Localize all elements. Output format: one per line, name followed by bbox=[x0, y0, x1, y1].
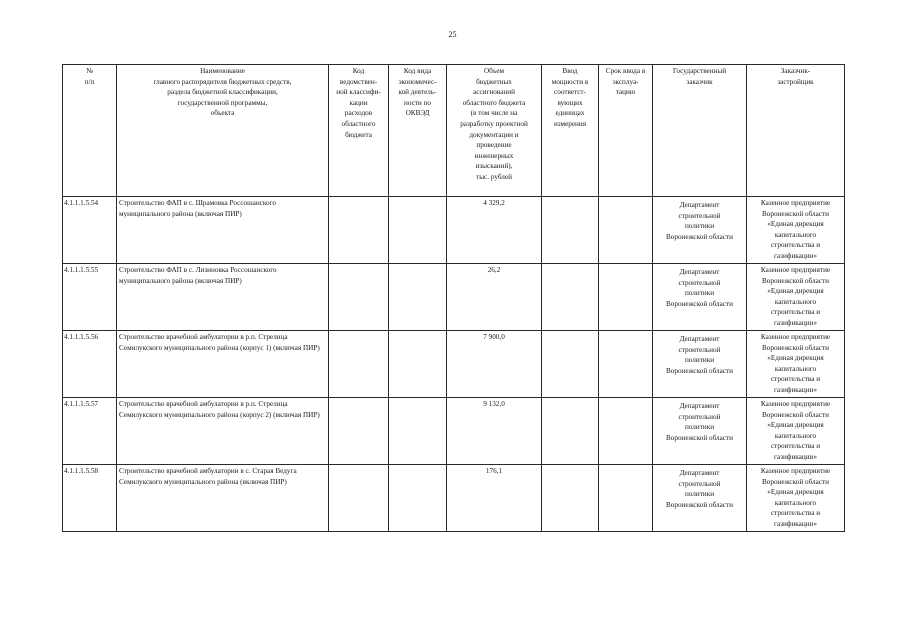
state-customer: Департамент строительной политики Воронежской области bbox=[653, 331, 747, 398]
capacity bbox=[542, 331, 599, 398]
state-customer: Департамент строительной политики Воронежской области bbox=[653, 264, 747, 331]
commission-term bbox=[599, 465, 653, 532]
customer-developer: Казенное предприятие Воронежской области «Единая дирекция капитального строительства и газификации» bbox=[747, 264, 845, 331]
table-row bbox=[63, 398, 845, 465]
row-number: 4.1.1.1.5.58 bbox=[63, 465, 117, 532]
row-number: 4.1.1.1.5.56 bbox=[63, 331, 117, 398]
department-code bbox=[329, 331, 389, 398]
table-row bbox=[63, 331, 845, 398]
customer-developer: Казенное предприятие Воронежской области «Единая дирекция капитального строительства и газификации» bbox=[747, 465, 845, 532]
header-row-number: № п/п bbox=[63, 65, 117, 197]
budget-allocation-table bbox=[62, 64, 845, 532]
row-number: 4.1.1.1.5.57 bbox=[63, 398, 117, 465]
department-code bbox=[329, 264, 389, 331]
state-customer: Департамент строительной политики Воронежской области bbox=[653, 197, 747, 264]
table-header-row bbox=[63, 65, 845, 197]
okved-code bbox=[389, 398, 447, 465]
budget-volume: 26,2 bbox=[447, 264, 542, 331]
capacity bbox=[542, 264, 599, 331]
table-row bbox=[63, 465, 845, 532]
page-number: 25 bbox=[448, 30, 457, 39]
header-budget-volume: Объем бюджетных ассигнований областного бюджета (в том числе на разработку проектной документации и проведение инженерных изысканий), тыс. рублей bbox=[447, 65, 542, 197]
budget-volume: 176,1 bbox=[447, 465, 542, 532]
object-name: Строительство врачебной амбулатории в с. Старая Ведуга Семилукского муниципального района (включая ПИР) bbox=[117, 465, 329, 532]
department-code bbox=[329, 465, 389, 532]
department-code bbox=[329, 197, 389, 264]
customer-developer: Казенное предприятие Воронежской области «Единая дирекция капитального строительства и газификации» bbox=[747, 331, 845, 398]
header-okved-code: Код вида экономичес- кой деятель- ности по ОКВЭД bbox=[389, 65, 447, 197]
table-row bbox=[63, 197, 845, 264]
row-number: 4.1.1.1.5.54 bbox=[63, 197, 117, 264]
row-number: 4.1.1.1.5.55 bbox=[63, 264, 117, 331]
object-name: Строительство ФАП в с. Шрамовка Россошанского муниципального района (включая ПИР) bbox=[117, 197, 329, 264]
budget-volume: 7 900,0 bbox=[447, 331, 542, 398]
commission-term bbox=[599, 398, 653, 465]
header-commission-term: Срок ввода в эксплуа- тацию bbox=[599, 65, 653, 197]
commission-term bbox=[599, 264, 653, 331]
table-row bbox=[63, 264, 845, 331]
customer-developer: Казенное предприятие Воронежской области «Единая дирекция капитального строительства и газификации» bbox=[747, 197, 845, 264]
state-customer: Департамент строительной политики Воронежской области bbox=[653, 398, 747, 465]
okved-code bbox=[389, 465, 447, 532]
budget-volume: 4 329,2 bbox=[447, 197, 542, 264]
okved-code bbox=[389, 331, 447, 398]
header-state-customer: Государственный заказчик bbox=[653, 65, 747, 197]
commission-term bbox=[599, 197, 653, 264]
department-code bbox=[329, 398, 389, 465]
capacity bbox=[542, 197, 599, 264]
object-name: Строительство врачебной амбулатории в р.п. Стрелица Семилукского муниципального района (корпус 1) (включая ПИР) bbox=[117, 331, 329, 398]
header-department-code: Код ведомствен- ной классифи- кации расходов областного бюджета bbox=[329, 65, 389, 197]
object-name: Строительство ФАП в с. Лизиновка Россошанского муниципального района (включая ПИР) bbox=[117, 264, 329, 331]
header-capacity: Ввод мощности в соответст- вующих единицах измерения bbox=[542, 65, 599, 197]
header-customer-developer: Заказчик- застройщик bbox=[747, 65, 845, 197]
okved-code bbox=[389, 264, 447, 331]
header-object-name: Наименование главного распорядителя бюджетных средств, раздела бюджетной классификации, государственной программы, объекта bbox=[117, 65, 329, 197]
capacity bbox=[542, 398, 599, 465]
object-name: Строительство врачебной амбулатории в р.п. Стрелица Семилукского муниципального района (корпус 2) (включая ПИР) bbox=[117, 398, 329, 465]
customer-developer: Казенное предприятие Воронежской области «Единая дирекция капитального строительства и газификации» bbox=[747, 398, 845, 465]
commission-term bbox=[599, 331, 653, 398]
okved-code bbox=[389, 197, 447, 264]
capacity bbox=[542, 465, 599, 532]
state-customer: Департамент строительной политики Воронежской области bbox=[653, 465, 747, 532]
budget-volume: 9 132,0 bbox=[447, 398, 542, 465]
